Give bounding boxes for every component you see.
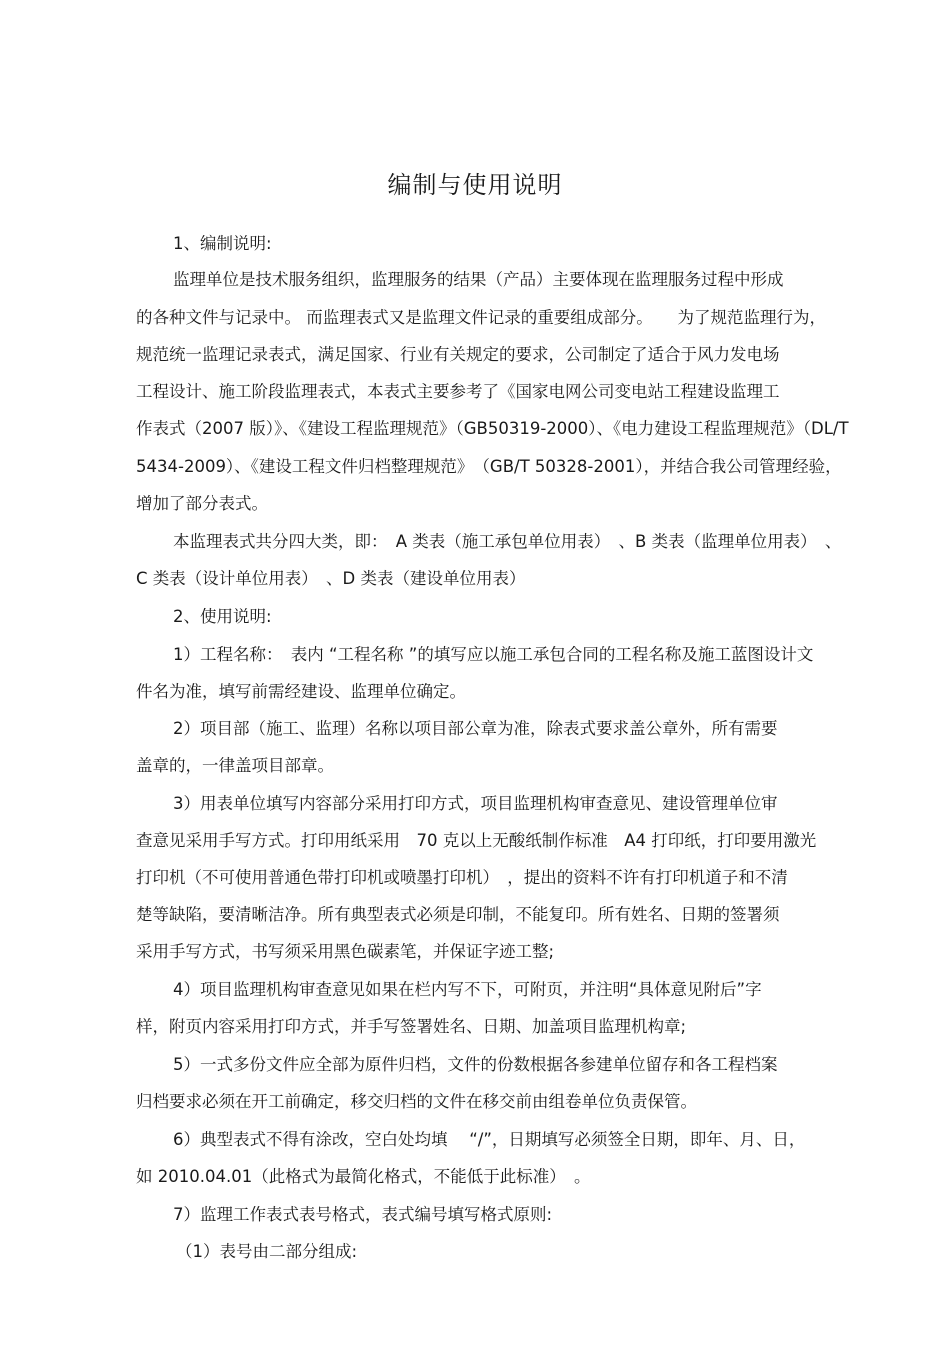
section-heading-compilation: 1、编制说明:: [173, 234, 272, 253]
paragraph-line: 工程设计、施工阶段监理表式，本表式主要参考了《国家电网公司变电站工程建设监理工: [136, 382, 780, 401]
paragraph-line: 规范统一监理记录表式，满足国家、行业有关规定的要求，公司制定了适合于风力发电场: [136, 345, 780, 364]
paragraph-line: 5434-2009）、《建设工程文件归档整理规范》 （GB/T 50328-2001），并结合我公司管理经验，: [136, 457, 842, 476]
section-heading-usage: 2、使用说明:: [173, 607, 272, 626]
list-item-line: 样，附页内容采用打印方式，并手写签署姓名、日期、加盖项目监理机构章;: [136, 1017, 687, 1036]
list-item-line: 2）项目部（施工、监理）名称以项目部公章为准，除表式要求盖公章外，所有需要: [173, 719, 778, 738]
list-item-line: 5）一式多份文件应全部为原件归档，文件的份数根据各参建单位留存和各工程档案: [173, 1055, 778, 1074]
list-item-line: 打印机（不可使用普通色带打印机或喷墨打印机） ，提出的资料不许有打印机道子和不清: [136, 868, 788, 887]
paragraph-line: 增加了部分表式。: [136, 494, 268, 513]
paragraph-line: 的各种文件与记录中。 而监理表式又是监理文件记录的重要组成部分。 为了规范监理行为，: [136, 308, 826, 327]
list-item-line: 归档要求必须在开工前确定，移交归档的文件在移交前由组卷单位负责保管。: [136, 1092, 697, 1111]
sub-list-item-line: （1）表号由二部分组成:: [176, 1242, 358, 1261]
paragraph-line: 作表式（2007 版）》、《建设工程监理规范》（GB50319-2000）、《电力建设工程监理规范》（DL/T: [136, 419, 849, 438]
page-title: 编制与使用说明: [387, 171, 563, 199]
list-item-line: 查意见采用手写方式。打印用纸采用 70 克以上无酸纸制作标准 A4 打印纸，打印要用激光: [136, 831, 817, 850]
list-item-line: 件名为准，填写前需经建设、监理单位确定。: [136, 682, 466, 701]
list-item-line: 采用手写方式，书写须采用黑色碳素笔，并保证字迹工整;: [136, 942, 555, 961]
list-item-line: 盖章的，一律盖项目部章。: [136, 756, 334, 775]
list-item-line: 1）工程名称： 表内 “工程名称 ”的填写应以施工承包合同的工程名称及施工蓝图设计文: [173, 645, 814, 664]
paragraph-line: C 类表（设计单位用表） 、D 类表（建设单位用表）: [136, 569, 526, 588]
list-item-line: 3）用表单位填写内容部分采用打印方式，项目监理机构审查意见、建设管理单位审: [173, 794, 778, 813]
list-item-line: 楚等缺陷，要清晰洁净。所有典型表式必须是印制，不能复印。所有姓名、日期的签署须: [136, 905, 780, 924]
list-item-line: 如 2010.04.01（此格式为最简化格式，不能低于此标准） 。: [136, 1167, 591, 1186]
paragraph-line: 本监理表式共分四大类，即： A 类表（施工承包单位用表） 、B 类表（监理单位用表） 、: [173, 532, 842, 551]
list-item-line: 4）项目监理机构审查意见如果在栏内写不下，可附页，并注明“具体意见附后”字: [173, 980, 762, 999]
list-item-line: 6）典型表式不得有涂改，空白处均填 “/”，日期填写必须签全日期，即年、月、日，: [173, 1130, 806, 1149]
paragraph-line: 监理单位是技术服务组织，监理服务的结果（产品）主要体现在监理服务过程中形成: [173, 270, 784, 289]
list-item-line: 7）监理工作表式表号格式，表式编号填写格式原则:: [173, 1205, 553, 1224]
